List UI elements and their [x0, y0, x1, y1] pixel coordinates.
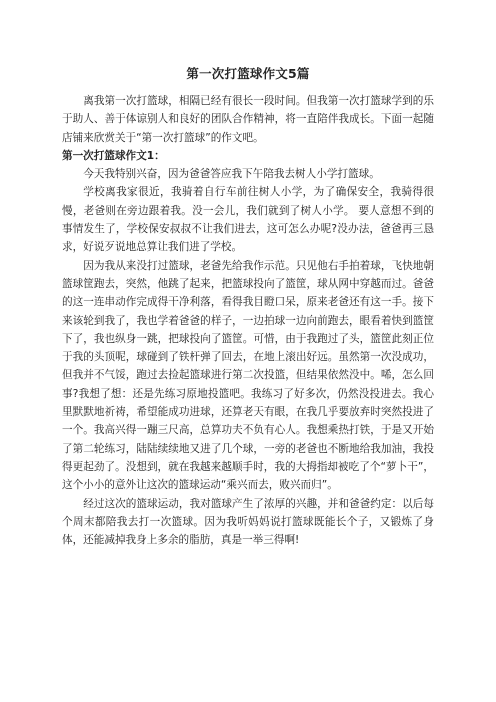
section-paragraph-1: 今天我特别兴奋，因为爸爸答应我下午陪我去树人小学打篮球。: [83, 168, 380, 181]
section-heading: 第一次打篮球作文1：: [62, 149, 165, 162]
section-paragraph-4: 经过这次的篮球运动，我对篮球产生了浓厚的兴趣，并和爸爸约定：以后每个周末都陪我去打一次篮球。因为我听妈妈说打篮球既能长个子，又锻炼了身体，还能减掉我身上多余的脂肪，真是一举三得啊!: [62, 497, 434, 547]
intro-paragraph: 离我第一次打篮球，相隔已经有很长一段时间。但我第一次打篮球学到的乐于助人、善于体谅别人和良好的团队合作精神，将一直陪伴我成长。下面一起随店铺来欣赏关于“第一次打篮球”的作文吧。: [62, 95, 434, 144]
document-title: 第一次打篮球作文5篇: [186, 66, 310, 81]
section-paragraph-3: 因为我从来没打过篮球，老爸先给我作示范。只见他右手拍着球，飞快地朝篮球筐跑去，突然，他跳了起来，把篮球投向了篮筐，球从网中穿越而过。爸爸的这一连串动作完成得干净利落，看得我目瞪口呆，原来老爸还有这一手。接下来该轮到我了，我也学着爸爸的样子，一边拍球一边向前跑去，眼看着快到篮筐下了，我也纵身一跳，把球投向了篮筐。可惜，由于我跑过了头，篮筐此刻正位于我的头顶呢，球碰到了铁杆弹了回去，在地上滚出好远。虽然第一次没成功，但我并不气馁，跑过去捡起篮球进行第二次投篮，但结果依然没中。唏，怎么回事?我想了想：还是先练习原地投篮吧。我练习了好多次，仍然没投进去。我心里默默地祈祷，希望能成功进球，还算老天有眼，在我几乎要放弃时突然投进了一个。我高兴得一蹦三尺高，总算功夫不负有心人。我想乘热打铁，于是又开始了第二轮练习，陆陆续续地又进了几个球，一旁的老爸也不断地给我加油，我投得更起劲了。没想到，就在我越来越顺手时，我的大拇指却被吃了个“萝卜干”，这个小小的意外让这次的篮球运动“乘兴而去，败兴而归”。: [62, 259, 434, 492]
section-paragraph-2: 学校离我家很近，我骑着自行车前往树人小学，为了确保安全，我骑得很慢，老爸则在旁边跟着我。没一会儿，我们就到了树人小学。 要人意想不到的事情发生了，学校保安叔叔不让我们进去，这可怎么办呢?没办法，爸爸再三恳求，好说歹说地总算让我们进了学校。: [62, 186, 434, 254]
